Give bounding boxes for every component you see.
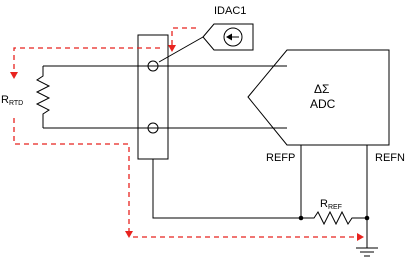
rref-label: RREF [320, 198, 342, 211]
idac-output-wire [159, 37, 203, 62]
current-path-rtd-down [14, 118, 129, 231]
return-wire [153, 159, 308, 218]
refn-label: REFN [375, 152, 405, 164]
rtd-label: RRTD [1, 94, 24, 107]
current-arrow-down-left [10, 72, 18, 79]
current-arrow-to-ground [357, 233, 364, 241]
ground-icon [356, 248, 378, 256]
terminal-block [138, 35, 168, 159]
idac1-label: IDAC1 [214, 5, 247, 17]
current-arrow-down-mid [125, 231, 133, 238]
current-source-icon [203, 24, 253, 50]
junction-refp [299, 216, 304, 221]
refp-label: REFP [266, 152, 296, 164]
junction-refn [365, 216, 370, 221]
adc-label-delta-sigma: ΔΣ [314, 82, 330, 96]
current-arrow-into-block [168, 45, 176, 52]
rref-resistor [308, 212, 367, 224]
rtd-resistor [37, 66, 49, 128]
adc-label-adc: ADC [310, 97, 336, 111]
